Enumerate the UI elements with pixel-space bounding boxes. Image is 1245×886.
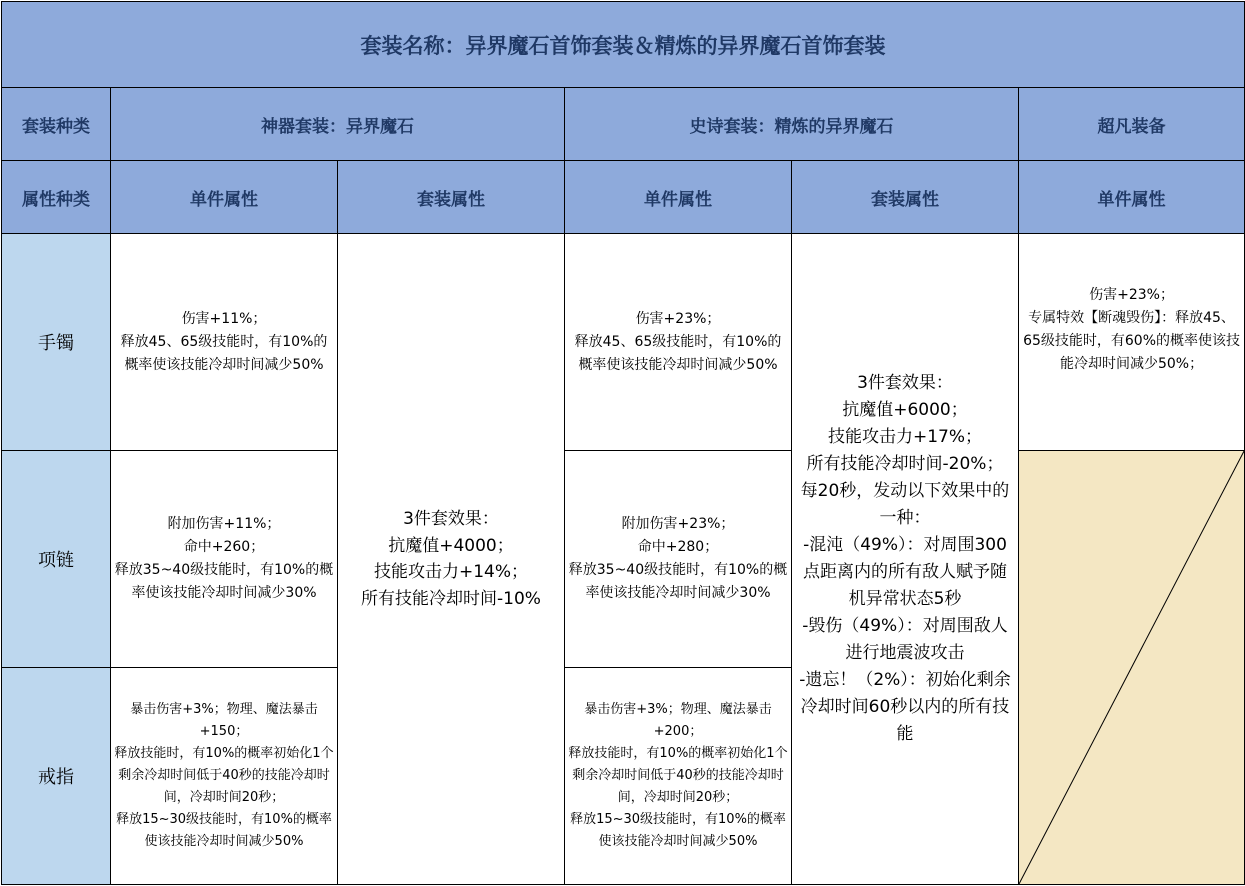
bracelet-artifact-line-1: 伤害+11%；: [181, 310, 267, 327]
artifact-set-header: 神器套装：异界魔石: [111, 88, 565, 161]
ring-epic-line-2: 释放技能时，有10%的概率初始化1个剩余冷却时间低于40秒的技能冷却时间，冷却时间20秒；: [568, 746, 788, 805]
artifact-set-attr-header: 套装属性: [338, 161, 565, 234]
artifact-single-header: 单件属性: [111, 161, 338, 234]
necklace-epic-attr: [565, 451, 792, 668]
row-label-ring: 戒指: [2, 668, 111, 885]
ring-artifact-attr: [111, 668, 338, 885]
bracelet-epic-line-2: 释放45、65级技能时，有10%的概率使该技能冷却时间减少50%: [574, 333, 782, 373]
ring-epic-line-3: 释放15~30级技能时，有10%的概率使该技能冷却时间减少50%: [570, 812, 786, 849]
necklace-artifact-line-1: 附加伤害+11%；: [167, 516, 281, 532]
bracelet-transcend-line-1: 伤害+23%；: [1089, 287, 1174, 303]
artifact-set-effect: [338, 234, 565, 885]
ring-artifact-line-2: 释放技能时，有10%的概率初始化1个剩余冷却时间低于40秒的技能冷却时间，冷却时间20秒；: [114, 746, 334, 805]
row-label-bracelet: 手镯: [2, 234, 111, 451]
epic-set-effect-line: -混沌（49%）：对周围300点距离内的所有敌人赋予随机异常状态5秒: [803, 535, 1007, 609]
row-label-necklace: 项链: [2, 451, 111, 668]
bracelet-transcend-attr: [1019, 234, 1245, 451]
ring-artifact-line-3: 释放15~30级技能时，有10%的概率使该技能冷却时间减少50%: [116, 812, 332, 849]
artifact-set-effect-line: 抗魔值+4000；: [388, 535, 514, 556]
necklace-epic-line-3: 释放35~40级技能时，有10%的概率使该技能冷却时间减少30%: [568, 562, 788, 601]
epic-set-effect-line: -遗忘！（2%）：初始化剩余冷却时间60秒以内的所有技能: [799, 670, 1011, 744]
ring-artifact-line-1: 暴击伤害+3%；物理、魔法暴击+150；: [130, 702, 318, 739]
empty-diagonal-cell: [1019, 451, 1245, 885]
artifact-set-effect-line: 所有技能冷却时间-10%: [361, 588, 541, 609]
artifact-set-effect-line: 技能攻击力+14%；: [373, 562, 529, 582]
bracelet-transcend-line-2: 专属特效【断魂毁伤】：释放45、65级技能时，有60%的概率使该技能冷却时间减少50%；: [1023, 310, 1240, 372]
ring-epic-line-1: 暴击伤害+3%；物理、魔法暴击+200；: [584, 702, 772, 739]
attr-type-label: 属性种类: [2, 161, 111, 234]
artifact-set-effect-line: 3件套效果：: [403, 509, 499, 529]
bracelet-epic-attr: [565, 234, 792, 451]
epic-set-effect-line: 3件套效果：: [857, 373, 953, 393]
epic-set-effect-line: 抗魔值+6000；: [842, 400, 968, 420]
page-title: 套装名称：异界魔石首饰套装＆精炼的异界魔石首饰套装: [2, 2, 1245, 88]
epic-set-attr-header: 套装属性: [792, 161, 1019, 234]
epic-set-effect-line: 每20秒，发动以下效果中的一种：: [800, 481, 1010, 528]
transcend-single-header: 单件属性: [1019, 161, 1245, 234]
diagonal-line: [1019, 451, 1244, 884]
bracelet-artifact-attr: [111, 234, 338, 451]
necklace-artifact-attr: [111, 451, 338, 668]
epic-set-effect-line: 技能攻击力+17%；: [827, 427, 983, 447]
transcend-header: 超凡装备: [1019, 88, 1245, 161]
ring-epic-attr: [565, 668, 792, 885]
necklace-epic-line-1: 附加伤害+23%；: [621, 516, 735, 532]
bracelet-artifact-line-2: 释放45、65级技能时，有10%的概率使该技能冷却时间减少50%: [120, 333, 328, 373]
set-table: [1, 1, 1245, 885]
bracelet-epic-line-1: 伤害+23%；: [635, 310, 721, 327]
necklace-epic-line-2: 命中+280；: [637, 539, 719, 555]
necklace-artifact-line-2: 命中+260；: [183, 539, 265, 555]
epic-set-effect-line: 所有技能冷却时间-20%；: [806, 454, 1004, 474]
necklace-artifact-line-3: 释放35~40级技能时，有10%的概率使该技能冷却时间减少30%: [114, 562, 334, 601]
epic-set-header: 史诗套装：精炼的异界魔石: [565, 88, 1019, 161]
epic-set-effect: [792, 234, 1019, 885]
set-type-label: 套装种类: [2, 88, 111, 161]
epic-single-header: 单件属性: [565, 161, 792, 234]
epic-set-effect-line: -毁伤（49%）：对周围敌人进行地震波攻击: [802, 616, 1008, 663]
